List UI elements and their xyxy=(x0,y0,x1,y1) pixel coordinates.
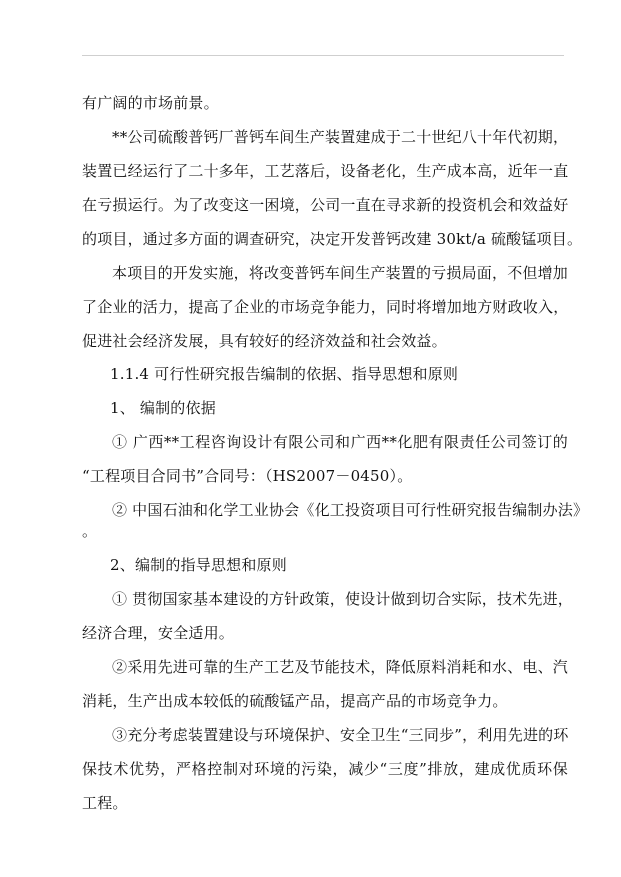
list-item: ② 中国石油和化学工业协会《化工投资项目可行性研究报告编制办法》 xyxy=(112,501,589,519)
list-item-continuation: “工程项目合同书”合同号：（HS2007－0450）。 xyxy=(82,467,413,485)
list-item: ① 贯彻国家基本建设的方针政策，使设计做到切合实际，技术先进， xyxy=(112,590,573,608)
subsection-heading: 2、编制的指导思想和原则 xyxy=(110,556,287,574)
list-item-continuation: 工程。 xyxy=(82,794,128,812)
list-item-continuation: 。 xyxy=(82,522,98,540)
paragraph-line: 的项目，通过多方面的调查研究，决定开发普钙改建 30kt/a 硫酸锰项目。 xyxy=(82,230,583,248)
section-heading: 1.1.4 可行性研究报告编制的依据、指导思想和原则 xyxy=(110,365,459,383)
paragraph-line: 了企业的活力，提高了企业的市场竞争能力，同时将增加地方财政收入， xyxy=(82,298,569,316)
paragraph-line: 装置已经运行了二十多年，工艺落后，设备老化，生产成本高，近年一直 xyxy=(82,162,569,180)
list-item: ① 广西**工程咨询设计有限公司和广西**化肥有限责任公司签订的 xyxy=(112,433,568,451)
paragraph-line: **公司硫酸普钙厂普钙车间生产装置建成于二十世纪八十年代初期， xyxy=(112,128,569,146)
list-item-continuation: 消耗，生产出成本较低的硫酸锰产品，提高产品的市场竞争力。 xyxy=(82,692,508,710)
header-rule xyxy=(82,55,564,56)
paragraph-line: 促进社会经济发展，具有较好的经济效益和社会效益。 xyxy=(82,332,447,350)
paragraph-line: 在亏损运行。为了改变这一困境，公司一直在寻求新的投资机会和效益好 xyxy=(82,196,569,214)
subsection-heading: 1、 编制的依据 xyxy=(110,399,216,417)
list-item: ②采用先进可靠的生产工艺及节能技术，降低原料消耗和水、电、汽 xyxy=(112,658,569,676)
list-item: ③充分考虑装置建设与环境保护、安全卫生“三同步”，利用先进的环 xyxy=(112,726,569,744)
list-item-continuation: 经济合理，安全适用。 xyxy=(82,624,235,642)
paragraph-line: 有广阔的市场前景。 xyxy=(82,94,219,112)
list-item-continuation: 保技术优势，严格控制对环境的污染，减少“三度”排放，建成优质环保 xyxy=(82,760,568,778)
paragraph-line: 本项目的开发实施，将改变普钙车间生产装置的亏损局面，不但增加 xyxy=(112,264,569,282)
